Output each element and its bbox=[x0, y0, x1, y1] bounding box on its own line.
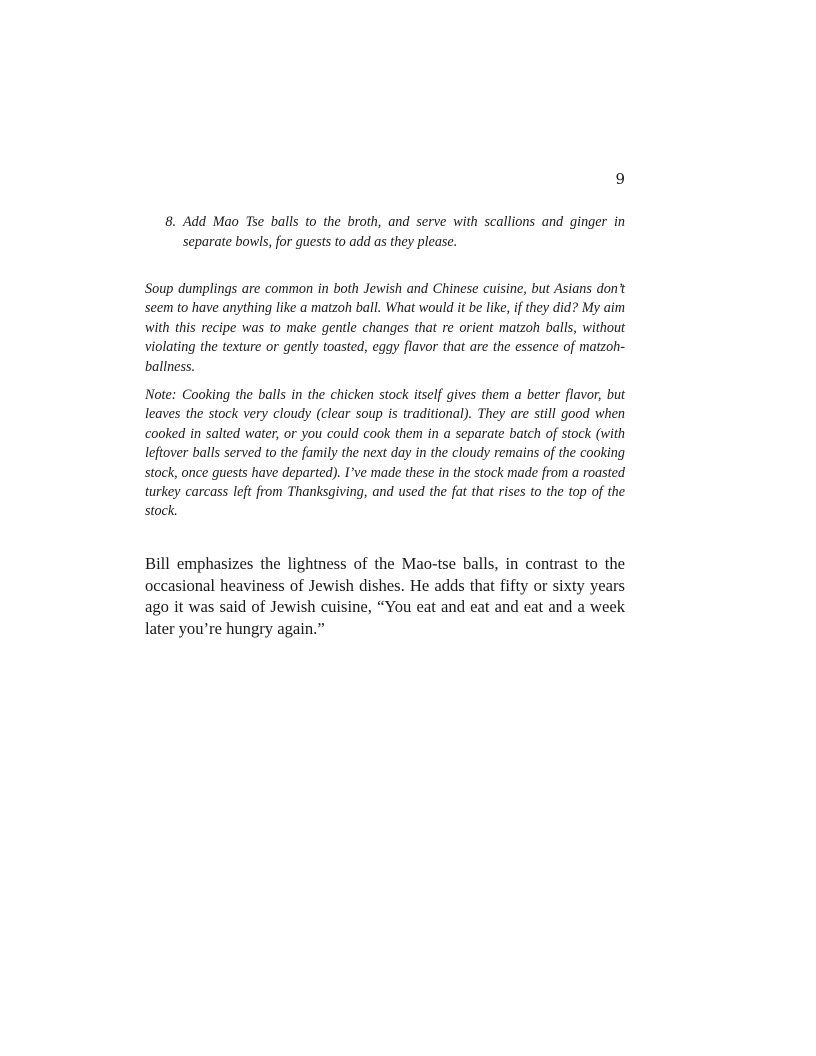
step-number: 8. bbox=[165, 214, 176, 230]
recipe-step bbox=[145, 212, 625, 252]
intro-paragraph: Soup dumplings are common in both Jewish and Chinese cuisine, but Asians don’t seem to have anything like a matzoh ball. What would it be like, if they did? My aim with this recipe was to make gentle changes that re orient matzoh balls, without violating the texture or gently toasted, eggy flavor that are the essence of matzoh-ballness. bbox=[145, 281, 625, 375]
page-number: 9 bbox=[615, 170, 625, 188]
step-text: Add Mao Tse balls to the broth, and serve with scallions and ginger in separate bowls, for guests to add as they please. bbox=[183, 214, 625, 250]
closing-paragraph: Bill emphasizes the lightness of the Mao-tse balls, in contrast to the occasional heaviness of Jewish dishes. He adds that fifty or sixty years ago it was said of Jewish cuisine, “You eat and eat and eat and a week later you’re hungry again.” bbox=[145, 554, 625, 638]
note-paragraph: Note: Cooking the balls in the chicken stock itself gives them a better flavor, but leaves the stock very cloudy (clear soup is traditional). They are still good when cooked in salted water, or you could cook them in a separate batch of stock (with leftover balls served to the family the next day in the cloudy remains of the cooking stock, once guests have departed). I’ve made these in the stock made from a roasted turkey carcass left from Thanksgiving, and used the fat that rises to the top of the stock. bbox=[145, 387, 625, 520]
